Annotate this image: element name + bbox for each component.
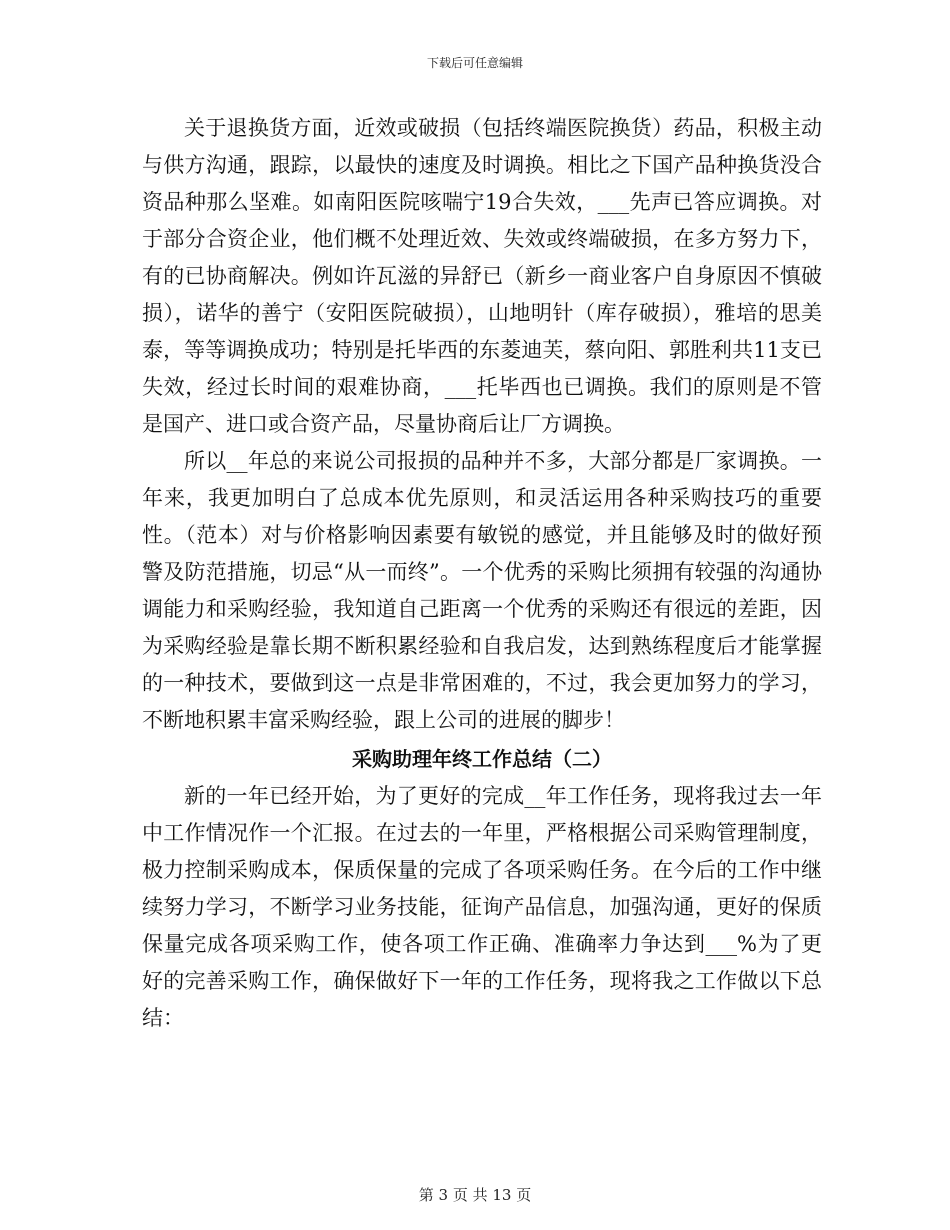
section-title: 采购助理年终工作总结（二）	[352, 747, 612, 771]
document-body	[142, 110, 822, 1037]
page-number: 第 3 页 共 13 页	[418, 1186, 532, 1204]
paragraph-summary: 所以__年总的来说公司报损的品种并不多，大部分都是厂家调换。一年来，我更加明白了总成本优先原则，和灵活运用各种采购技巧的重要性。（范本）对与价格影响因素要有敏锐的感觉，并且能够及时的做好预警及防范措施，切忌“从一而终”。一个优秀的采购比须拥有较强的沟通协调能力和采购经验，我知道自己距离一个优秀的采购还有很远的差距，因为采购经验是靠长期不断积累经验和自我启发，达到熟练程度后才能掌握的一种技术，要做到这一点是非常困难的，不过，我会更加努力的学习，不断地积累丰富采购经验，跟上公司的进展的脚步！	[142, 449, 822, 732]
paragraph-new-year: 新的一年已经开始，为了更好的完成__年工作任务，现将我过去一年中工作情况作一个汇报。在过去的一年里，严格根据公司采购管理制度，极力控制采购成本，保质保量的完成了各项采购任务。在今后的工作中继续努力学习，不断学习业务技能，征询产品信息，加强沟通，更好的保质保量完成各项采购工作，使各项工作正确、准确率力争达到___%为了更好的完善采购工作，确保做好下一年的工作任务，现将我之工作做以下总结：	[142, 784, 822, 1030]
paragraph-returns-exchange: 关于退换货方面，近效或破损（包括终端医院换货）药品，积极主动与供方沟通，跟踪，以最快的速度及时调换。相比之下国产品种换货没合资品种那么坚难。如南阳医院咳喘宁19合失效，___先声已答应调换。对于部分合资企业，他们概不处理近效、失效或终端破损，在多方努力下，有的已协商解决。例如许瓦滋的异舒已（新乡一商业客户自身原因不慎破损），诺华的善宁（安阳医院破损），山地明针（库存破损），雅培的思美泰，等等调换成功；特别是托毕西的东菱迪芙，蔡向阳、郭胜利共11支已失效，经过长时间的艰难协商，___托毕西也已调换。我们的原则是不管是国产、进口或合资产品，尽量协商后让厂方调换。	[142, 116, 822, 436]
page-header-note: 下载后可任意编辑	[426, 56, 523, 70]
